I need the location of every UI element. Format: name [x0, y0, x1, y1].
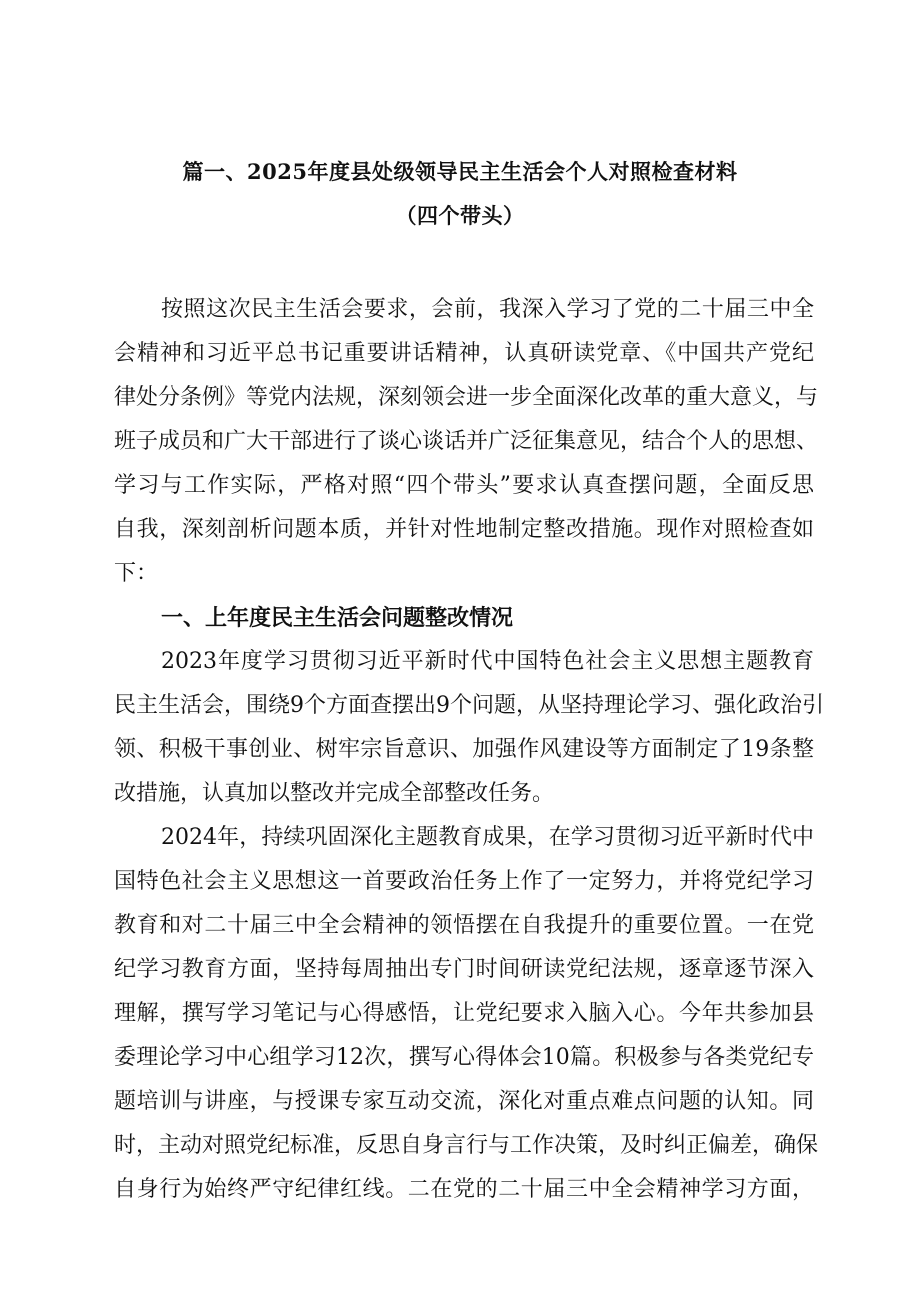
paragraph-line: 班子成员和广大干部进行了谈心谈话并广泛征集意见，结合个人的思想、 [114, 429, 819, 454]
document-subtitle: （四个带头） [395, 203, 525, 228]
paragraph-line: 2024年，持续巩固深化主题教育成果，在学习贯彻习近平新时代中 [161, 825, 814, 850]
paragraph-line: 2023年度学习贯彻习近平新时代中国特色社会主义思想主题教育 [161, 649, 814, 674]
paragraph-line: 改措施，认真加以整改并完成全部整改任务。 [114, 781, 555, 806]
paragraph-line: 民主生活会，围绕9个方面查摆出9个问题，从坚持理论学习、强化政治引 [114, 693, 824, 718]
section-heading: 一、上年度民主生活会问题整改情况 [161, 605, 514, 631]
paragraph-line: 理解，撰写学习笔记与心得感悟，让党纪要求入脑入心。今年共参加县 [114, 1001, 814, 1026]
paragraph-line: 委理论学习中心组学习12次，撰写心得体会10篇。积极参与各类党纪专 [114, 1045, 814, 1070]
paragraph-line: 按照这次民主生活会要求，会前，我深入学习了党的二十届三中全 [161, 297, 814, 322]
document-title: 篇一、2025年度县处级领导民主生活会个人对照检查材料 [182, 159, 738, 184]
paragraph-line: 学习与工作实际，严格对照“四个带头”要求认真查摆问题，全面反思 [114, 473, 814, 498]
paragraph-line: 教育和对二十届三中全会精神的领悟摆在自我提升的重要位置。一在党 [114, 913, 814, 938]
paragraph-line: 题培训与讲座，与授课专家互动交流，深化对重点难点问题的认知。同 [114, 1089, 814, 1114]
paragraph-line: 会精神和习近平总书记重要讲话精神，认真研读党章、《中国共产党纪 [114, 341, 814, 366]
paragraph-line: 纪学习教育方面，坚持每周抽出专门时间研读党纪法规，逐章逐节深入 [114, 957, 814, 982]
paragraph-line: 律处分条例》等党内法规，深刻领会进一步全面深化改革的重大意义，与 [114, 385, 819, 410]
paragraph-line: 领、积极干事创业、树牢宗旨意识、加强作风建设等方面制定了19条整 [114, 737, 814, 762]
paragraph-line: 自我，深刻剖析问题本质，并针对性地制定整改措施。现作对照检查如 [114, 517, 814, 542]
paragraph-line: 下： [114, 561, 159, 586]
paragraph-line: 国特色社会主义思想这一首要政治任务上作了一定努力，并将党纪学习 [114, 869, 814, 894]
paragraph-line: 时，主动对照党纪标准，反思自身言行与工作决策，及时纠正偏差，确保 [114, 1133, 819, 1158]
paragraph-line: 自身行为始终严守纪律红线。二在党的二十届三中全会精神学习方面， [114, 1177, 814, 1202]
